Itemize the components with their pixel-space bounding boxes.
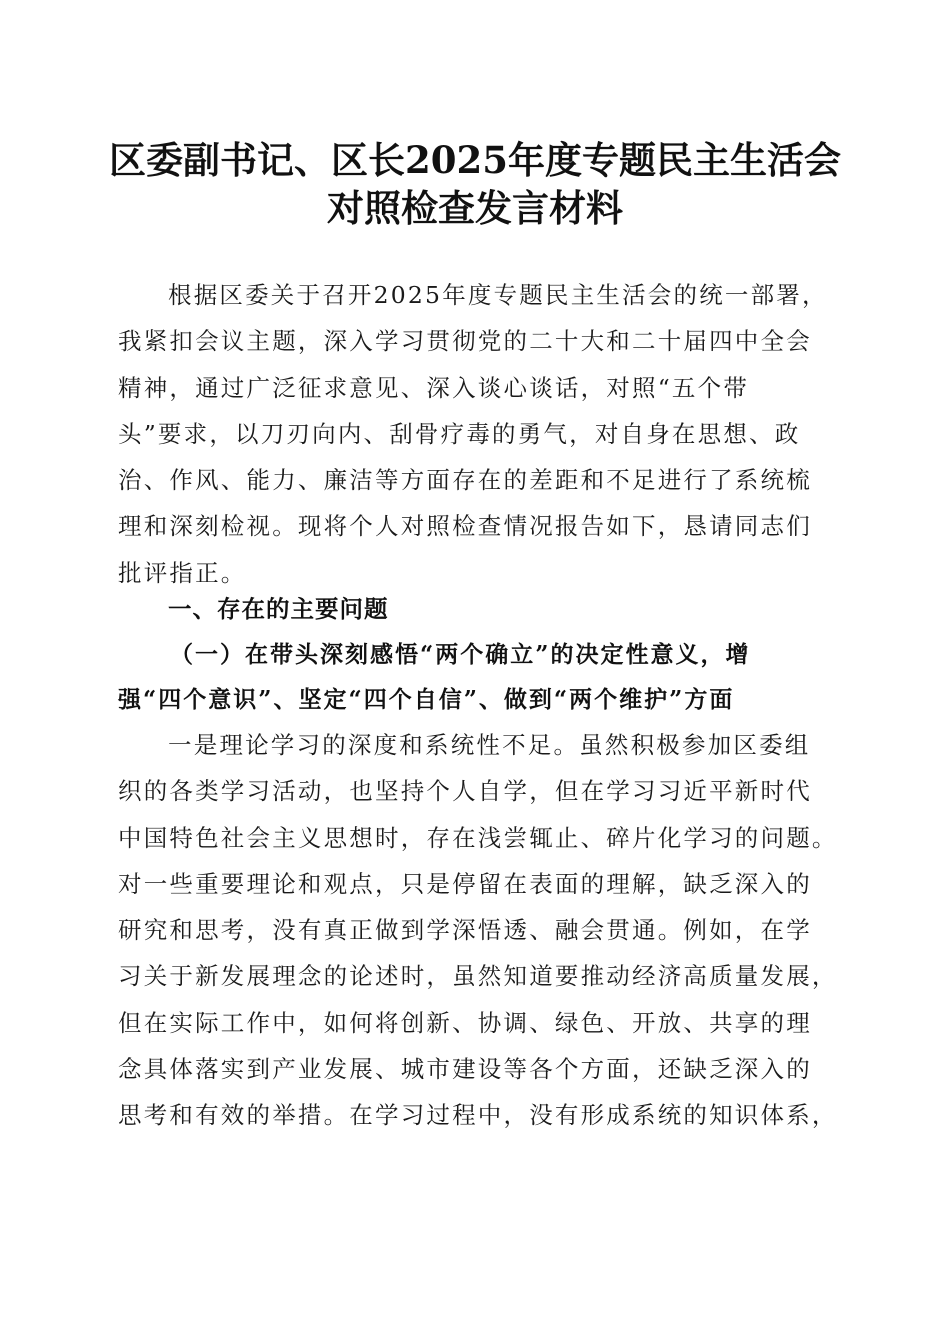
paragraph-line: 但在实际工作中，如何将创新、协调、绿色、开放、共享的理 [118, 1008, 812, 1037]
paragraph-line: 中国特色社会主义思想时，存在浅尝辄止、碎片化学习的问题。 [118, 823, 838, 852]
section-heading: 一、存在的主要问题 [168, 595, 389, 623]
subsection-heading-line: （一）在带头深刻感悟“两个确立”的决定性意义，增 [170, 641, 751, 668]
paragraph-line: 织的各类学习活动，也坚持个人自学，但在学习习近平新时代 [118, 777, 812, 806]
problem-paragraph [118, 722, 838, 1139]
intro-line: 头”要求，以刀刃向内、刮骨疗毒的勇气，对自身在思想、政 [118, 419, 801, 448]
document-title-line-1: 区委副书记、区长2025年度专题民主生活会 [109, 138, 841, 182]
intro-line: 根据区委关于召开2025年度专题民主生活会的统一部署， [168, 281, 828, 309]
subsection-heading [118, 632, 838, 722]
intro-line: 我紧扣会议主题，深入学习贯彻党的二十大和二十届四中全会 [118, 327, 812, 356]
intro-line: 治、作风、能力、廉洁等方面存在的差距和不足进行了系统梳 [118, 466, 812, 495]
subsection-heading-line: 强“四个意识”、坚定“四个自信”、做到“两个维护”方面 [118, 686, 735, 713]
paragraph-line: 思考和有效的举措。在学习过程中，没有形成系统的知识体系， [118, 1101, 838, 1130]
document-title-line-2: 对照检查发言材料 [327, 186, 623, 230]
paragraph-line: 研究和思考，没有真正做到学深悟透、融会贯通。例如，在学 [118, 916, 812, 945]
paragraph-lead: 一是理论学习的深度和系统性不足。 [168, 731, 580, 759]
paragraph-first-line [118, 722, 838, 768]
intro-line: 精神，通过广泛征求意见、深入谈心谈话，对照“五个带 [118, 373, 750, 402]
intro-line: 理和深刻检视。现将个人对照检查情况报告如下，恳请同志们 [118, 512, 812, 541]
intro-line: 批评指正。 [118, 558, 247, 587]
paragraph-line: 念具体落实到产业发展、城市建设等各个方面，还缺乏深入的 [118, 1055, 812, 1084]
paragraph-line: 习关于新发展理念的论述时，虽然知道要推动经济高质量发展， [118, 962, 838, 991]
paragraph-line-rest: 虽然积极参加区委组 [579, 731, 811, 759]
paragraph-line: 对一些重要理论和观点，只是停留在表面的理解，缺乏深入的 [118, 869, 812, 898]
intro-paragraph [118, 272, 838, 596]
